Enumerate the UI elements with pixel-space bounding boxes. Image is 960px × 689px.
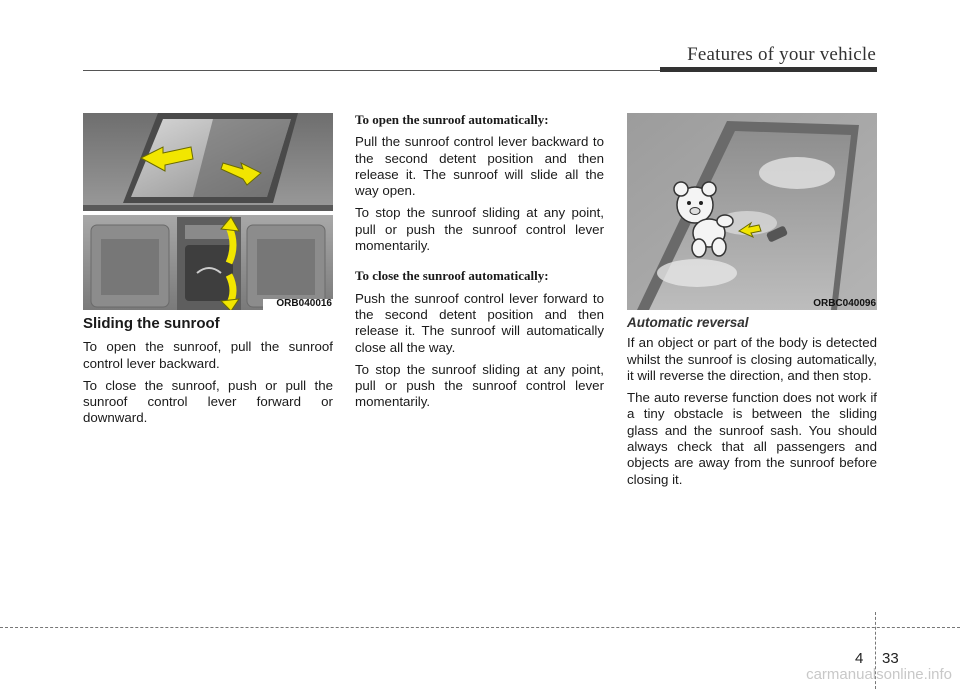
section-title: Features of your vehicle xyxy=(687,44,876,65)
section-heading: Sliding the sunroof xyxy=(83,315,220,332)
column-left xyxy=(83,316,333,433)
paragraph: To close the sunroof, push or pull the sunroof control lever forward or downward. xyxy=(83,377,333,426)
page-number: 33 xyxy=(882,650,899,667)
paragraph: The auto reverse function does not work if a tiny obstacle is between the sliding glass and the sunroof sash. You should always check that all passengers and objects are away from the sunroof before closing it. xyxy=(627,390,877,487)
figure-code: ORB040016 xyxy=(276,298,332,309)
auto-reversal-figure xyxy=(627,113,877,310)
paragraph: To stop the sunroof sliding at any point, pull or push the sunroof control lever momentarily. xyxy=(355,205,604,254)
subheading: To open the sunroof automatically: xyxy=(355,112,549,127)
watermark: carmanualsonline.info xyxy=(806,666,952,683)
auto-reversal-illustration xyxy=(627,113,877,310)
paragraph: To stop the sunroof sliding at any point, pull or push the sunroof control lever momentarily. xyxy=(355,361,604,410)
subheading: To close the sunroof automatically: xyxy=(355,268,549,284)
paragraph: Push the sunroof control lever forward to the second detent position and then release it. The sunroof will automatically close all the way. xyxy=(355,290,604,355)
figure-code: ORBC040096 xyxy=(813,298,876,309)
sunroof-lever-illustration xyxy=(83,113,333,310)
paragraph: Pull the sunroof control lever backward to the second detent position and then release it. The sunroof will slide all the way open. xyxy=(355,134,604,199)
footer-rule xyxy=(0,627,960,628)
column-middle xyxy=(355,112,604,417)
paragraph: If an object or part of the body is detected whilst the sunroof is closing automatically, it will reverse the direction, and then stop. xyxy=(627,335,877,383)
chapter-number: 4 xyxy=(855,650,864,667)
paragraph: To open the sunroof, pull the sunroof control lever backward. xyxy=(83,339,333,371)
sunroof-lever-figure xyxy=(83,113,333,310)
subheading: Automatic reversal xyxy=(627,315,749,330)
column-right xyxy=(627,315,877,494)
header-rule-accent xyxy=(660,67,877,72)
